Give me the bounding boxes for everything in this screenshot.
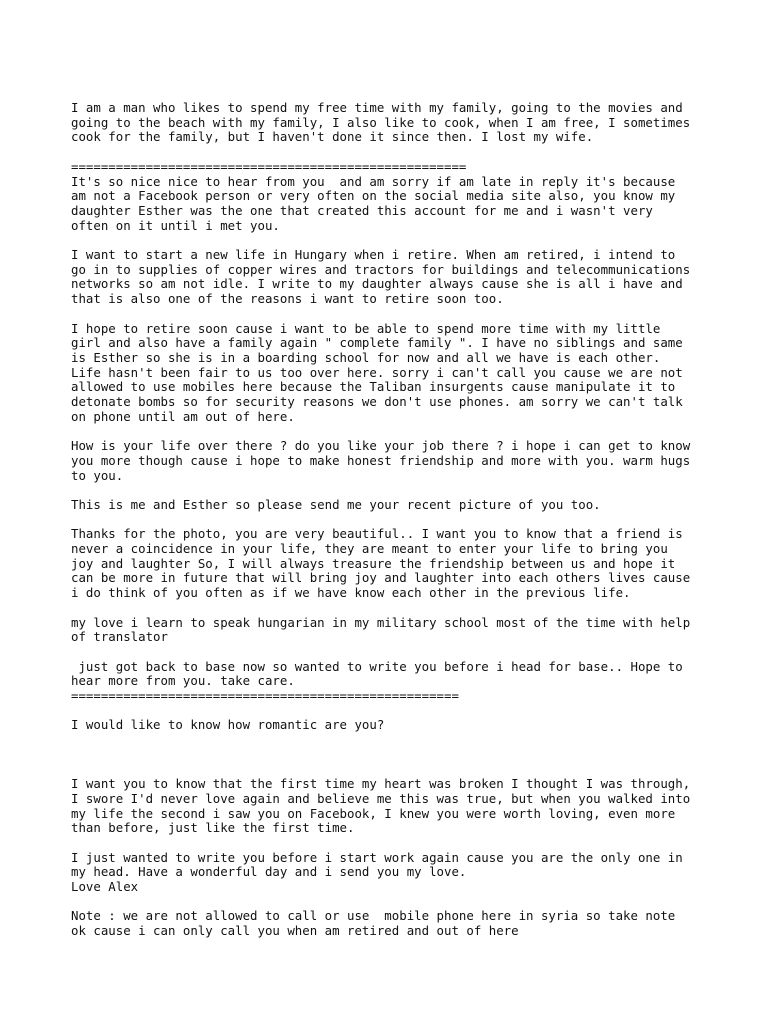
paragraph-intro: I am a man who likes to spend my free time with my family, going to the movies and going to the beach with my family, I also like to cook, when I am free, I sometimes cook for the family, but I haven't done it since then. I lost my wife. [71, 100, 691, 145]
paragraph-hungary: I want to start a new life in Hungary when i retire. When am retired, i intend to go in to supplies of copper wires and tractors for buildings and telecommunications networks so am not idle. I write to my daughter always cause she is all i have and that is also one of the reasons i want to retire soon too. [71, 247, 691, 307]
paragraph-hungarian: my love i learn to speak hungarian in my military school most of the time with help of translator [71, 614, 691, 645]
document-page [71, 101, 721, 953]
paragraph-heart: I want you to know that the first time my heart was broken I thought I was through, I swore I'd never love again and believe me this was true, but when you walked into my life the second i saw you on Facebook, I knew you were worth loving, even more than before, just like the first time. [71, 776, 691, 836]
paragraph-question: How is your life over there ? do you like your job there ? i hope i can get to know you more though cause i hope to make honest friendship and more with you. warm hugs to you. [71, 438, 691, 483]
paragraph-retire: I hope to retire soon cause i want to be able to spend more time with my little girl and also have a family again " complete family ". I have no siblings and same is Esther so she is in a boarding school for now and all we have is each other. Life hasn't been fair to us too over here. sorry i can't call you cause we are not allowed to use mobiles here because the Taliban insurgents cause manipulate it to detonate bombs so for security reasons we don't use phones. am sorry we can't talk on phone until am out of here. [71, 320, 683, 424]
paragraph-thanks: Thanks for the photo, you are very beautiful.. I want you to know that a friend is never a coincidence in your life, they are meant to enter your life to bring you joy and laughter So, I will always treasure the friendship between us and hope it can be more in future that will bring joy and laughter into each others lives cause i do think of you often as if we have know each other in the previous life. [71, 526, 691, 601]
paragraph-signoff: I just wanted to write you before i start work again cause you are the only one in my head. Have a wonderful day and i send you my love. Love Alex [71, 849, 683, 894]
paragraph-note: Note : we are not allowed to call or use mobile phone here in syria so take note ok cause i can only call you when am retired and out of here [71, 908, 676, 939]
paragraph-picture: This is me and Esther so please send me your recent picture of you too. [71, 496, 601, 512]
blank-space [71, 733, 721, 777]
paragraph-reply: ===================================================== It's so nice nice to hear from you and am sorry if am late in reply it's because am not a Facebook person or very often on the social media site also, you know my daughter Esther was the one that created this account for me and i wasn't very often on it until i met you. [71, 158, 676, 233]
paragraph-romantic: I would like to know how romantic are you? [71, 717, 385, 733]
paragraph-base: just got back to base now so wanted to write you before i head for base.. Hope to hear more from you. take care. ==================================================== [71, 658, 683, 703]
